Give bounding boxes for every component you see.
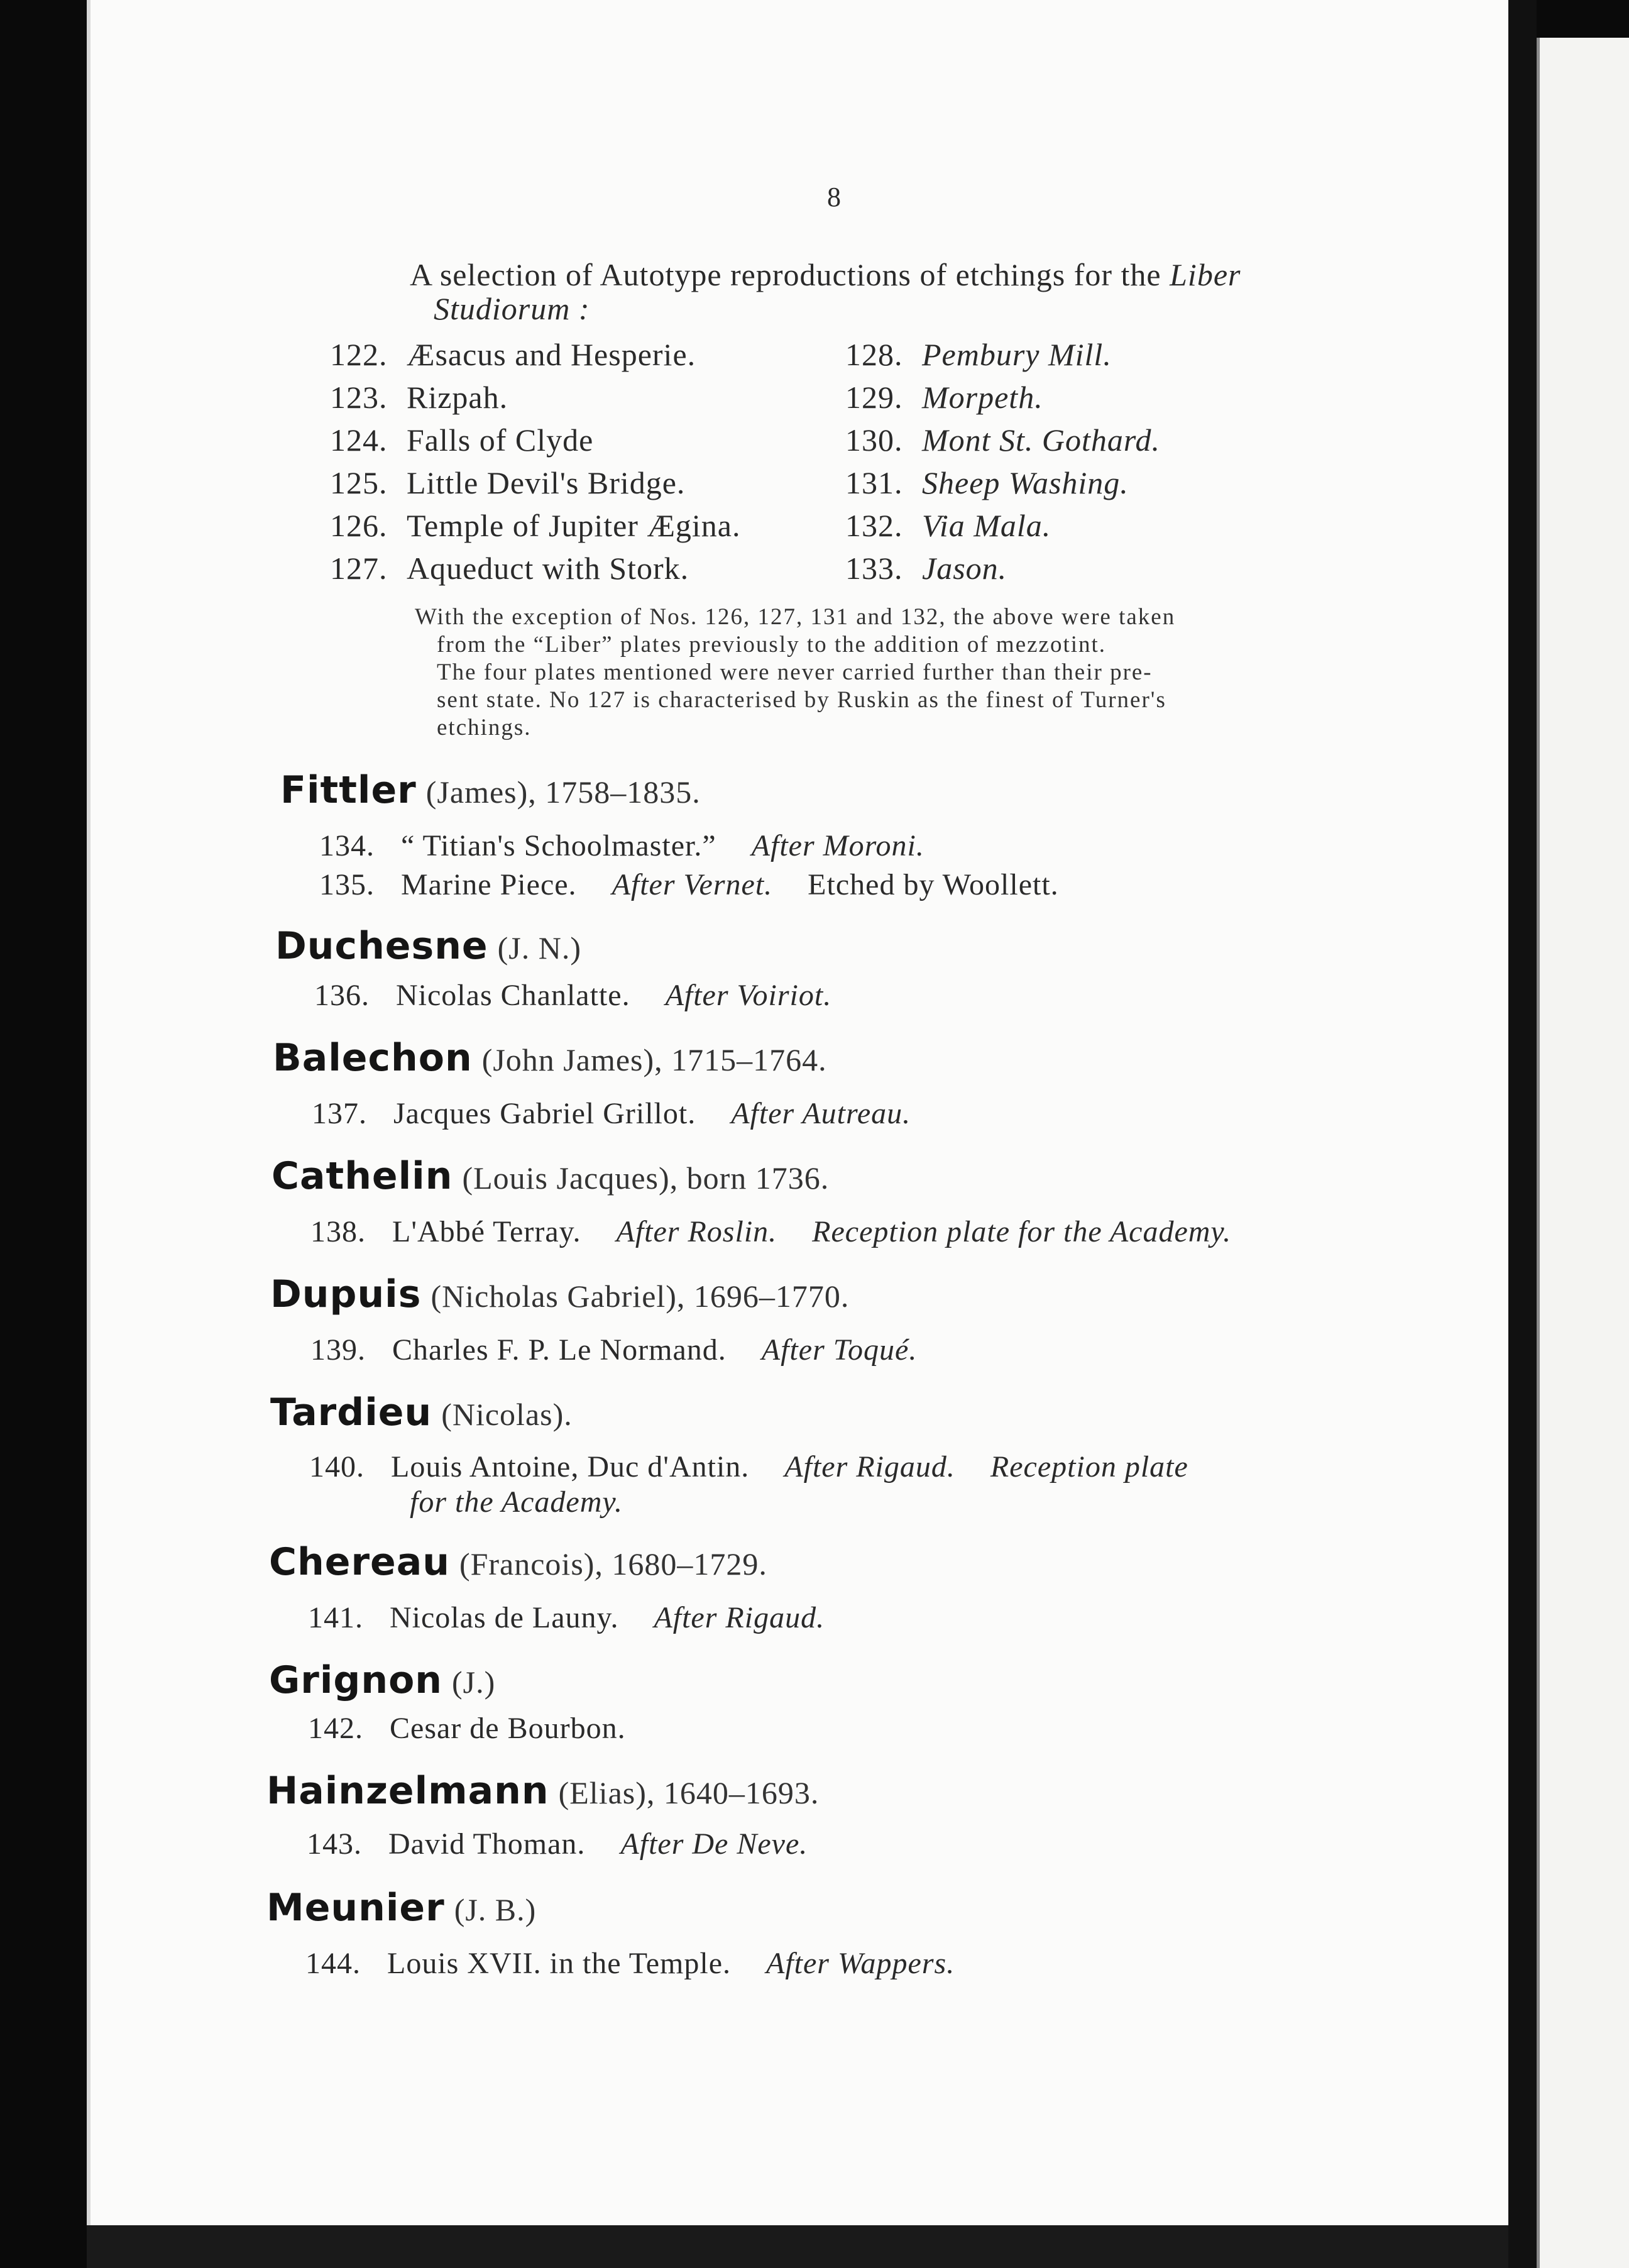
liber-intro-line-1 <box>410 256 1241 293</box>
artist-heading <box>272 1154 829 1198</box>
liber-right-item <box>845 507 1051 544</box>
work-after: After Rigaud. <box>654 1601 825 1634</box>
artist-details: (Francois), 1680–1729. <box>459 1546 767 1582</box>
work-entry <box>319 867 1059 902</box>
work-title: Jacques Gabriel Grillot. <box>393 1097 696 1130</box>
item-title: Æsacus and Hesperie. <box>407 337 696 372</box>
artist-heading <box>266 1886 536 1930</box>
item-number: 131. <box>845 465 903 500</box>
item-number: 123. <box>330 380 388 415</box>
artist-details: (J. B.) <box>454 1892 537 1927</box>
liber-note-line: from the “Liber” plates previously to the addition of mezzotint. <box>437 632 1107 658</box>
item-title: Little Devil's Bridge. <box>407 465 686 500</box>
work-entry <box>312 1096 911 1131</box>
artist-details: (Nicolas). <box>441 1397 573 1432</box>
item-title: Pembury Mill. <box>922 337 1112 372</box>
work-title: L'Abbé Terray. <box>392 1215 581 1248</box>
work-entry <box>308 1600 825 1635</box>
work-entry <box>305 1946 955 1981</box>
work-number: 135. <box>319 868 375 901</box>
item-title: Via Mala. <box>922 508 1051 543</box>
item-title: Rizpah. <box>407 380 508 415</box>
work-note: Reception plate for the Academy. <box>812 1215 1232 1248</box>
work-entry <box>314 978 831 1013</box>
work-after: After Rigaud. <box>784 1450 955 1484</box>
item-title: Temple of Jupiter Ægina. <box>407 508 741 543</box>
artist-heading <box>269 1540 767 1584</box>
item-title: Falls of Clyde <box>407 422 594 458</box>
work-number: 136. <box>314 979 370 1012</box>
work-title: “ Titian's Schoolmaster.” <box>401 829 716 862</box>
liber-note-line: sent state. No 127 is characterised by Ruskin as the finest of Turner's <box>437 687 1166 713</box>
work-after: After Toqué. <box>761 1333 918 1367</box>
work-title: Louis Antoine, Duc d'Antin. <box>391 1450 750 1484</box>
work-after: After Moroni. <box>751 829 924 862</box>
liber-right-item <box>845 550 1007 586</box>
artist-details: (J. N.) <box>497 930 581 966</box>
work-after: After Vernet. <box>612 868 773 901</box>
liber-right-item <box>845 379 1043 416</box>
work-number: 137. <box>312 1097 367 1130</box>
item-number: 122. <box>330 337 388 372</box>
artist-name: Tardieu <box>270 1390 432 1434</box>
work-number: 144. <box>305 1947 361 1980</box>
item-number: 127. <box>330 551 388 586</box>
work-entry <box>307 1827 808 1861</box>
artist-heading <box>269 1658 495 1702</box>
work-number: 141. <box>308 1601 363 1634</box>
artist-heading <box>270 1390 573 1434</box>
item-title: Jason. <box>922 551 1007 586</box>
artist-heading <box>273 1036 827 1080</box>
work-number: 138. <box>310 1215 366 1248</box>
page-bottom-edge <box>87 2225 1508 2268</box>
artist-heading <box>280 768 701 812</box>
book-gutter <box>1508 0 1537 2268</box>
item-number: 124. <box>330 422 388 458</box>
work-after: After Roslin. <box>616 1215 777 1248</box>
work-title: Nicolas Chanlatte. <box>396 979 630 1012</box>
next-page-edge <box>1537 38 1629 2268</box>
item-title: Mont St. Gothard. <box>922 422 1161 458</box>
item-title: Sheep Washing. <box>922 465 1129 500</box>
work-number: 139. <box>310 1333 366 1367</box>
artist-details: (J.) <box>452 1665 496 1700</box>
item-number: 132. <box>845 508 903 543</box>
liber-note-line: With the exception of Nos. 126, 127, 131 and 132, the above were taken <box>415 604 1176 630</box>
liber-intro-line-2: Studiorum : <box>434 291 590 326</box>
work-after: After Wappers. <box>766 1947 955 1980</box>
work-after: After Autreau. <box>731 1097 911 1130</box>
work-title: Marine Piece. <box>401 868 577 901</box>
work-title: David Thoman. <box>388 1827 586 1861</box>
work-entry <box>310 1333 917 1367</box>
item-title: Aqueduct with Stork. <box>407 551 689 586</box>
artist-name: Fittler <box>280 768 417 812</box>
work-entry <box>310 1214 1231 1249</box>
artist-name: Chereau <box>269 1540 450 1584</box>
item-number: 133. <box>845 551 903 586</box>
artist-heading <box>266 1769 819 1813</box>
artist-name: Hainzelmann <box>266 1769 549 1813</box>
work-number: 134. <box>319 829 375 862</box>
work-entry <box>319 828 924 863</box>
item-number: 125. <box>330 465 388 500</box>
liber-right-item <box>845 465 1129 501</box>
liber-left-item <box>330 465 685 501</box>
artist-details: (Nicholas Gabriel), 1696–1770. <box>431 1279 850 1314</box>
artist-name: Balechon <box>273 1036 473 1080</box>
artist-name: Grignon <box>269 1658 443 1702</box>
work-title: Charles F. P. Le Normand. <box>392 1333 727 1367</box>
artist-name: Duchesne <box>275 924 488 968</box>
page-number: 8 <box>827 182 841 212</box>
work-title: Cesar de Bourbon. <box>390 1712 626 1745</box>
artist-name: Cathelin <box>272 1154 453 1198</box>
item-number: 129. <box>845 380 903 415</box>
liber-intro-text: A selection of Autotype reproductions of etchings for the <box>410 257 1161 292</box>
work-title: Nicolas de Launy. <box>390 1601 619 1634</box>
artist-name: Dupuis <box>270 1272 422 1316</box>
work-number: 143. <box>307 1827 362 1861</box>
work-note-continuation: for the Academy. <box>410 1485 623 1519</box>
artist-name: Meunier <box>266 1886 445 1930</box>
item-number: 128. <box>845 337 903 372</box>
liber-right-item <box>845 336 1112 373</box>
liber-left-item <box>330 379 508 416</box>
artist-heading <box>270 1272 849 1316</box>
liber-left-item <box>330 422 593 458</box>
liber-left-item <box>330 507 741 544</box>
artist-details: (Elias), 1640–1693. <box>558 1775 820 1810</box>
artist-details: (James), 1758–1835. <box>425 774 701 810</box>
liber-right-item <box>845 422 1160 458</box>
liber-intro-liber: Liber <box>1170 257 1241 292</box>
work-entry <box>308 1711 626 1746</box>
item-number: 126. <box>330 508 388 543</box>
work-after: After De Neve. <box>620 1827 808 1861</box>
work-title: Louis XVII. in the Temple. <box>387 1947 731 1980</box>
artist-details: (Louis Jacques), born 1736. <box>462 1160 830 1196</box>
work-number: 140. <box>309 1450 365 1484</box>
work-number: 142. <box>308 1712 363 1745</box>
liber-note-line: etchings. <box>437 715 532 740</box>
work-entry <box>309 1450 1188 1484</box>
item-title: Morpeth. <box>922 380 1043 415</box>
artist-details: (John James), 1715–1764. <box>481 1042 827 1077</box>
liber-left-item <box>330 336 696 373</box>
work-note: Etched by Woollett. <box>808 868 1059 901</box>
liber-note-line: The four plates mentioned were never carried further than their pre- <box>437 659 1153 685</box>
work-note: Reception plate <box>990 1450 1188 1484</box>
item-number: 130. <box>845 422 903 458</box>
work-after: After Voiriot. <box>665 979 832 1012</box>
artist-heading <box>275 924 581 968</box>
liber-left-item <box>330 550 689 586</box>
